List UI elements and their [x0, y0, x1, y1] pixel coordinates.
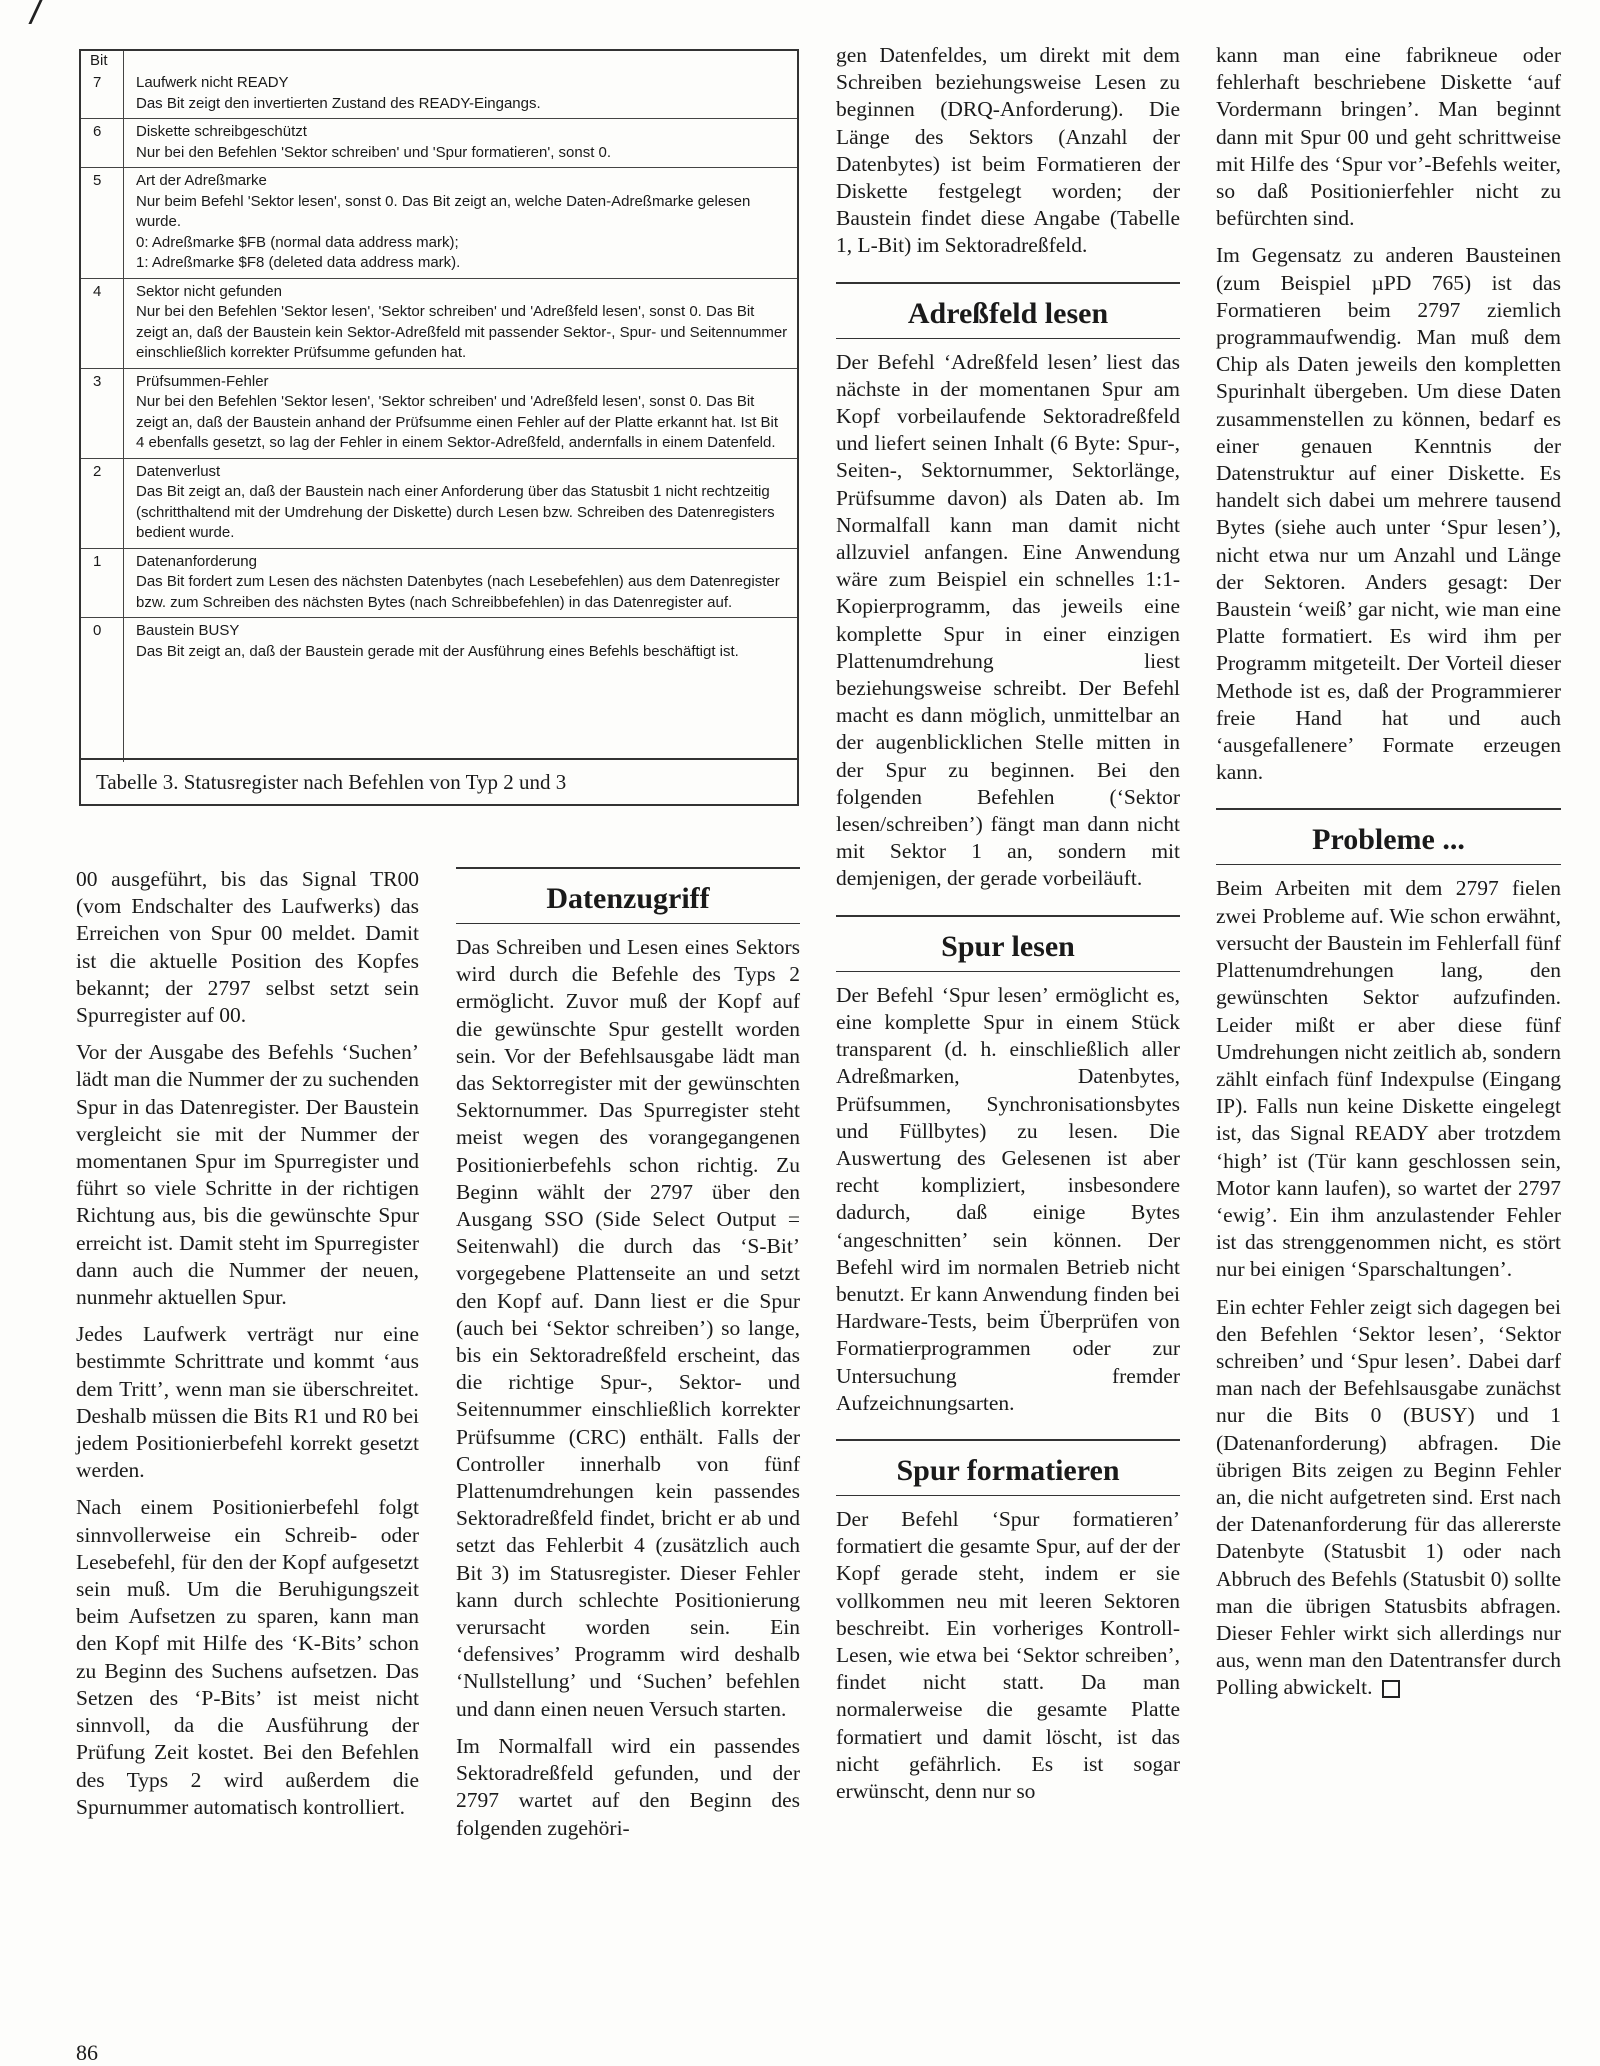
text-column-2 [456, 867, 800, 1852]
paragraph: Beim Arbeiten mit dem 2797 fielen zwei Probleme auf. Wie schon erwähnt, versucht der Baustein im Fehlerfall fünf Plattenumdrehungen lang, den gewünschten Sektor aufzufinden. Leider mißt er aber diese fünf Umdrehungen nicht zeitlich ab, sondern zählt einfach fünf Indexpulse (Eingang IP). Falls nun keine Diskette eingelegt ist, das Signal READY aber trotzdem ‘high’ ist (Tür kann geschlossen sein, Motor kann laufen), so wartet der 2797 ‘ewig’. Ein ihm anzulastender Fehler ist das strenggenommen nicht, es stört nur bei einigen ‘Sparschaltungen’. [1216, 876, 1561, 1282]
paragraph: Der Befehl ‘Spur lesen’ ermöglicht es, eine komplette Spur in einem Stück transparent (d. h. einschließlich aller Adreßmarken, Datenbytes, Prüfsummen, Synchronisationsbytes und Füllbytes) zu lesen. Die Auswertung des Gelesenen ist aber recht kompliziert, insbesondere dadurch, daß einige Bytes ‘angeschnitten’ sein können. Der Befehl wird im normalen Betrieb nicht benutzt. Er kann Anwendung finden bei Hardware-Tests, beim Überprüfen von Formatierprogrammen oder zur Untersuchung fremder Aufzeichnungsarten. [836, 982, 1180, 1415]
paragraph-text: Ein echter Fehler zeigt sich dagegen bei den Befehlen ‘Sektor lesen’, ‘Sektor schreiben’ und ‘Spur lesen’. Dabei darf man nach der Befehlsausgabe zunächst nur die Bits 0 (BUSY) und 1 (Datenanforderung) abfragen. Die übrigen Bits zeigen zu Beginn Fehler an, die nicht aufgetreten sind. Erst nach der Datenanforderung für das allererste Datenbyte (Statusbit 1) oder nach Abbruch des Befehls (Statusbit 0) sollte man die übrigen Statusbits abfragen. Dieser Fehler wirkt sich allerdings nur aus, wenn man den Datentransfer durch Polling abwickelt. [1216, 1294, 1561, 1700]
bit-description: Nur bei den Befehlen 'Sektor lesen', 'Sektor schreiben' und 'Adreßfeld lesen', sonst 0. Das Bit zeigt an, daß der Baustein kein Sektor-Adreßfeld mit passender Sektor-, Spur- und Seitennummer einschließlich korrekter Prüfsumme gefunden hat. [136, 303, 788, 361]
paragraph: Der Befehl ‘Spur formatieren’ formatiert die gesamte Spur, auf der der Kopf gerade steht, indem er sie vollkommen neu mit leeren Sektoren beschreibt. Ein vorheriges Kontroll-Lesen, wie etwa bei ‘Sektor schreiben’, findet nicht statt. Da man normalerweise die gesamte Platte formatiert und damit löscht, ist das nicht gefährlich. Es ist sogar erwünscht, denn nur so [836, 1506, 1180, 1803]
bit-header: Bit [90, 52, 108, 69]
bit-number: 2 [93, 462, 102, 480]
table-row [81, 368, 797, 458]
table-row [81, 548, 797, 618]
bit-title: Datenanforderung [136, 552, 257, 570]
table-row [81, 278, 797, 368]
paragraph: 00 ausgeführt, bis das Signal TR00 (vom Endschalter des Laufwerks) das Erreichen von Spur 00 meldet. Damit ist die aktuelle Position des Kopfes bekannt; der 2797 selbst setzt sein Spurregister auf 00. [76, 867, 419, 1028]
paragraph: Nach einem Positionierbefehl folgt sinnvollerweise ein Schreib- oder Lesebefehl, für den der Kopf aufgesetzt sein muß. Um die Beruhigungszeit beim Aufsetzen zu sparen, kann man den Kopf mit Hilfe des ‘K-Bits’ schon zu Beginn des Suchens aufsetzen. Das Setzen des ‘P-Bits’ ist meist nicht sinnvoll, da die Ausführung der Prüfung Zeit kostet. Bei den Befehlen des Typs 2 wird außerdem die Spurnummer automatisch kontrolliert. [76, 1495, 419, 1819]
bit-number: 5 [93, 172, 102, 189]
end-of-article-icon [1382, 1680, 1400, 1698]
bit-title: Diskette schreibgeschützt [136, 123, 307, 140]
bit-description: Nur bei den Befehlen 'Sektor lesen', 'Sektor schreiben' und 'Adreßfeld lesen', sonst 0. Das Bit zeigt an, daß der Baustein anhand der Prüfsumme einen Fehler auf der Platte erkannt hat. Ist Bit 4 ebenfalls gesetzt, so lag der Fehler in einem Sektor-Adreßfeld, andernfalls in einem Datenfeld. [136, 393, 779, 451]
section-heading-adressfeld-lesen: Adreßfeld lesen [836, 282, 1180, 339]
text-column-1 [76, 866, 419, 1831]
bit-number: 7 [93, 74, 102, 91]
paragraph: Vor der Ausgabe des Befehls ‘Suchen’ lädt man die Nummer der zu suchenden Spur in das Datenregister. Der Baustein vergleicht sie mit der Nummer der momentanen Spur im Spurregister und führt so viele Schritte in der richtigen Richtung aus, bis die gewünschte Spur erreicht ist. Damit steht im Spurregister dann auch die Nummer der neuen, nunmehr aktuellen Spur. [76, 1040, 419, 1310]
text-column-4 [1216, 42, 1561, 1712]
bit-description: Nur beim Befehl 'Sektor lesen', sonst 0. Das Bit zeigt an, welche Daten-Adreßmarke gelesen wurde. [136, 192, 751, 230]
paragraph: Im Normalfall wird ein passendes Sektoradreßfeld gefunden, und der 2797 wartet auf den Beginn des folgenden zugehöri- [456, 1733, 800, 1840]
bit-title: Baustein BUSY [136, 622, 240, 639]
bit-description: Das Bit fordert zum Lesen des nächsten Datenbytes (nach Lesebefehlen) aus dem Datenregister bzw. zum Schreiben des nächsten Bytes (nach Schreibbefehlen) in das Datenregister auf. [136, 573, 780, 611]
bit-title: Laufwerk nicht READY [136, 74, 289, 91]
bit-number: 4 [93, 282, 102, 300]
table-caption: Tabelle 3. Statusregister nach Befehlen von Typ 2 und 3 [81, 758, 797, 804]
bit-number: 3 [93, 372, 102, 390]
bit-title: Datenverlust [136, 462, 221, 480]
bit-option-1: 1: Adreßmarke $F8 (deleted data address mark). [136, 254, 461, 271]
bit-description: Nur bei den Befehlen 'Sektor schreiben' und 'Spur formatieren', sonst 0. [136, 143, 612, 161]
bit-title: Prüfsummen-Fehler [136, 372, 269, 390]
bit-number: 1 [93, 552, 102, 570]
paragraph [1216, 1294, 1561, 1702]
table-row [81, 51, 797, 118]
table-row [81, 458, 797, 548]
table-row [81, 617, 797, 666]
section-heading-datenzugriff: Datenzugriff [456, 867, 800, 924]
paragraph: gen Datenfeldes, um direkt mit dem Schreiben beziehungsweise Lesen zu beginnen (DRQ-Anforderung). Die Länge des Sektors (Anzahl der Datenbytes) ist beim Formatieren der Diskette festgelegt worden; der Baustein findet diese Angabe (Tabelle 1, L-Bit) im Sektoradreßfeld. [836, 43, 1180, 258]
bit-option-0: 0: Adreßmarke $FB (normal data address mark); [136, 233, 459, 251]
paragraph: Jedes Laufwerk verträgt nur eine bestimmte Schrittrate und kommt ‘aus dem Tritt’, wenn man sie überschreitet. Deshalb müssen die Bits R1 und R0 bei jedem Positionierbefehl korrekt gesetzt werden. [76, 1322, 419, 1483]
bit-description: Das Bit zeigt an, daß der Baustein gerade mit der Ausführung eines Befehls beschäftigt ist. [136, 642, 739, 660]
paragraph: Im Gegensatz zu anderen Bausteinen (zum Beispiel µPD 765) ist das Formatieren beim 2797 ziemlich programmaufwendig. Man muß dem Chip als Daten jeweils den kompletten Spurinhalt übergeben. Um diese Daten zusammenstellen zu können, bedarf es einer genauen Kenntnis der Datenstruktur auf einer Diskette. Es handelt sich dabei um mehrere tausend Bytes (siehe auch unter ‘Spur lesen’), nicht etwa nur um Anzahl und Länge der Sektoren. Anders gesagt: Der Baustein ‘weiß’ gar nicht, wie man eine Platte formatiert. Es wird ihm per Programm mitgeteilt. Der Vorteil dieser Methode ist es, daß der Programmierer freie Hand hat und auch ‘ausgefallenere’ Formate erzeugen kann. [1216, 243, 1561, 785]
corner-mark [28, 0, 72, 24]
table-row [81, 167, 797, 278]
text-column-3 [836, 42, 1180, 1815]
paragraph: Der Befehl ‘Adreßfeld lesen’ liest das nächste in der momentanen Spur am Kopf vorbeilaufende Sektoradreßfeld und liefert seinen Inhalt (6 Byte: Spur-, Seiten-, Sektornummer, Sektorlänge, Prüfsumme davon) als Daten ab. Im Normalfall kann man damit nicht allzuviel anfangen. Eine Anwendung wäre zum Beispiel ein schnelles 1:1-Kopierprogramm, das jeweils eine komplette Spur in einer einzigen Plattenumdrehung liest beziehungsweise schreibt. Der Befehl macht es dann möglich, unmittelbar an der augenblicklichen Stelle mitten in der Spur zu beginnen. Bei den folgenden Befehlen (‘Sektor lesen/schreiben’) fängt man dann nicht mit Sektor 1 an, sondern mit demjenigen, der gerade vorbeiläuft. [836, 349, 1180, 891]
page-number: 86 [76, 2040, 98, 2065]
status-register-table [79, 49, 799, 806]
section-heading-spur-lesen: Spur lesen [836, 915, 1180, 972]
section-heading-probleme: Probleme ... [1216, 808, 1561, 865]
paragraph: Das Schreiben und Lesen eines Sektors wird durch die Befehle des Typs 2 ermöglicht. Zuvor muß der Kopf auf die gewünschte Spur gestellt worden sein. Vor der Befehlsausgabe lädt man das Sektorregister mit der gewünschten Sektornummer. Das Spurregister steht meist wegen des vorangegangenen Positionierbefehls schon richtig. Zu Beginn wählt der 2797 über den Ausgang SSO (Side Select Output = Seitenwahl) die durch das ‘S-Bit’ vorgegebene Plattenseite an und setzt den Kopf auf. Dann liest er die Spur (auch bei ‘Sektor schreiben’) so lange, bis ein Sektoradreßfeld erscheint, das die richtige Spur-, Sektor- und Seitennummer einschließlich korrekter Prüfsumme (CRC) enthält. Falls der Controller innerhalb von fünf Plattenumdrehungen kein passendes Sektoradreßfeld findet, bricht er ab und setzt das Fehlerbit 4 (zusätzlich auch Bit 3) im Statusregister. Dieser Fehler kann durch schlechte Positionierung verursacht worden sein. Ein ‘defensives’ Programm wird deshalb ‘Nullstellung’ und ‘Suchen’ befehlen und dann einen neuen Versuch starten. [456, 935, 800, 1721]
bit-number: 0 [93, 622, 102, 639]
bit-number: 6 [93, 123, 102, 140]
bit-description: Das Bit zeigt an, daß der Baustein nach einer Anforderung über das Statusbit 1 nicht rechtzeitig (schritthaltend mit der Umdrehung der Diskette) durch Lesen bzw. Schreiben des Datenregisters bedient wurde. [136, 483, 775, 541]
bit-description: Das Bit zeigt den invertierten Zustand des READY-Eingangs. [136, 94, 541, 112]
bit-title: Art der Adreßmarke [136, 172, 267, 189]
paragraph: kann man eine fabrikneue oder fehlerhaft beschriebene Diskette ‘auf Vordermann bringen’. Man beginnt dann mit Spur 00 und geht schrittweise mit Hilfe des ‘Spur vor’-Befehls weiter, so daß Positionierfehler nicht zu befürchten sind. [1216, 43, 1561, 231]
bit-title: Sektor nicht gefunden [136, 282, 282, 300]
section-heading-spur-formatieren: Spur formatieren [836, 1439, 1180, 1496]
table-row [81, 118, 797, 167]
